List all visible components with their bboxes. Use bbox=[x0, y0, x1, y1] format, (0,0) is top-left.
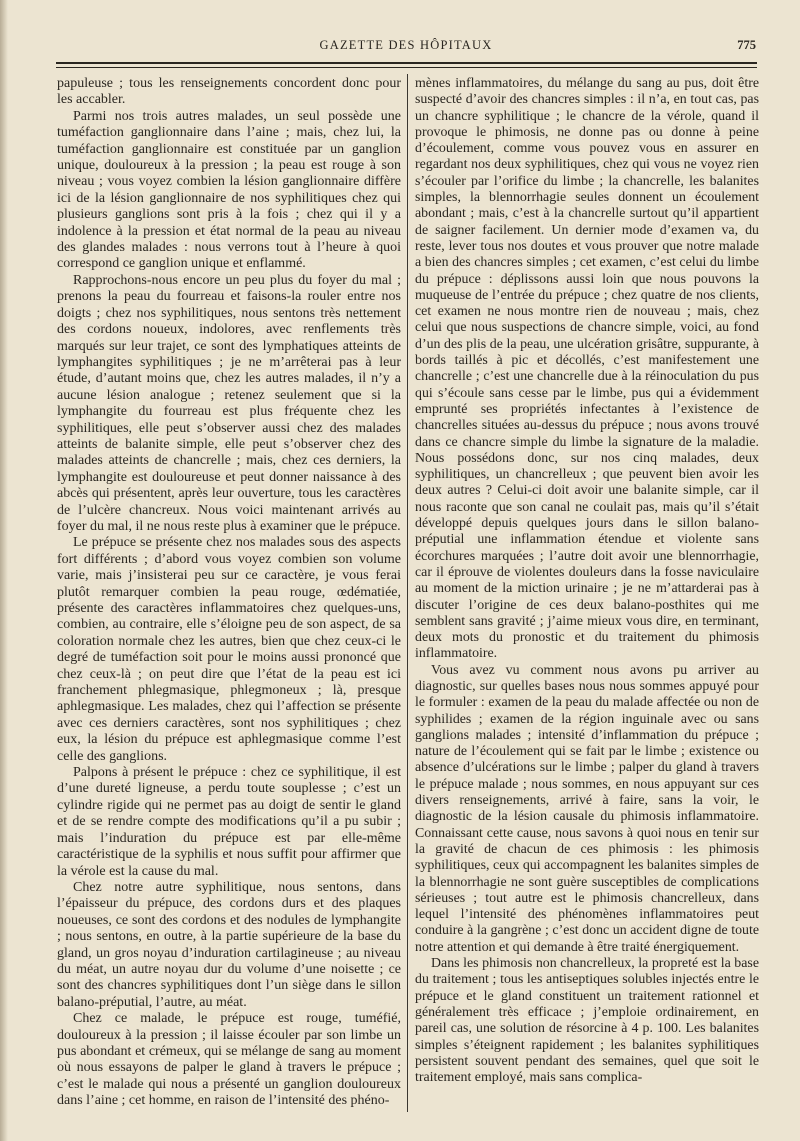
paragraph: Parmi nos trois autres malades, un seul possède une tuméfaction ganglionnaire dans l’aine ; mais, chez lui, la tuméfaction ganglionnaire est constituée par un ganglion unique, douloureux à la pression ; la peau est rouge à son niveau ; vous voyez combien la lésion ganglionnaire diffère ici de la lésion ganglionnaire de nos syphilitiques chez qui plusieurs ganglions sont pris à la fois ; chez qui il y a indolence à la pression et état normal de la peau au niveau des glandes malades : nous verrons tout à l’heure à quoi correspond ce ganglion unique et enflammé. bbox=[57, 108, 401, 272]
page-number: 775 bbox=[737, 38, 756, 52]
running-title: GAZETTE DES HÔPITAUX bbox=[319, 38, 493, 52]
page-edge-shadow bbox=[0, 0, 8, 1141]
paragraph: Palpons à présent le prépuce : chez ce syphilitique, il est d’une dureté ligneuse, a perdu toute souplesse ; c’est un cylindre rigide qui ne permet pas au doigt de sentir le gland et de se rendre compte des modifications qu’il a pu subir ; mais l’induration du prépuce est par elle-même caractéristique de la syphilis et nous suffit pour affirmer que la vérole est la cause du mal. bbox=[57, 765, 401, 879]
paragraph: Chez ce malade, le prépuce est rouge, tuméfié, douloureux à la pression ; il laisse écouler par son limbe un pus abondant et crémeux, qui se mélange de sang au moment où nous essayons de palper le gland à travers le prépuce ; c’est le malade qui nous a présenté un ganglion douloureux dans l’aine ; cet homme, en raison de l’intensité des phéno- bbox=[57, 1011, 401, 1109]
paragraph: Dans les phimosis non chancrelleux, la propreté est la base du traitement ; tous les antiseptiques solubles injectés entre le prépuce et le gland constituent un traitement rationnel et généralement très efficace ; j’emploie ordinairement, en pareil cas, une solution de résorcine à 4 p. 100. Les balanites simples s’éteignent rapidement ; les balanites syphilitiques persistent souvent pendant des semaines, quel que soit le traitement employé, mais sans complica- bbox=[415, 956, 759, 1086]
header-rule-thin bbox=[56, 67, 757, 68]
header-rule-thick bbox=[56, 62, 757, 64]
page-header bbox=[56, 38, 756, 58]
paragraph: Vous avez vu comment nous avons pu arriver au diagnostic, sur quelles bases nous nous sommes appuyé pour le formuler : examen de la peau du malade affectée ou non de syphilides ; examen de la région inguinale avec ou sans ganglions malades ; intensité d’inflammation du prépuce ; nature de l’écoulement qui se fait par le limbe ; existence ou absence d’ulcérations sur le limbe ; palper du gland à travers le prépuce malade ; nous sommes, en nous appuyant sur ces divers renseignements, arrivé à faire, sans la voir, le diagnostic de la lésion causale du phimosis inflammatoire. Connaissant cette cause, nous savons à quoi nous en tenir sur la gravité de chacun de ces phimosis : les phimosis syphilitiques, ceux qui accompagnent les balanites simples de la blennorrhagie ne sont guère susceptibles de complications sérieuses ; tout autre est le phimosis chancrelleux, dans lequel l’intensité des phénomènes inflammatoires peut conduire à la gangrène ; c’est donc un accident digne de toute notre attention et qui demande à être traité énergiquement. bbox=[415, 662, 759, 955]
left-column bbox=[57, 76, 401, 1110]
right-column bbox=[415, 76, 759, 1110]
paragraph: mènes inflammatoires, du mélange du sang au pus, doit être suspecté d’avoir des chancres simples : il n’a, en tout cas, pas un chancre syphilitique ; le chancre de la vérole, quand il provoque le phimosis, ne donne pas ou donne à peine d’écoulement, comme vous pouvez vous en assurer en regardant nos deux syphilitiques, chez qui vous ne voyez rien s’écouler par l’orifice du limbe ; la chancrelle, les balanites simples, la blennorrhagie seules donnent un écoulement abondant ; mais, c’est à la chancrelle surtout qu’il appartient de saigner facilement. Un dernier mode d’examen va, du reste, lever tous nos doutes et vous prouver que notre malade a bien des chancres simples ; cet examen, c’est celui du limbe du prépuce : déplissons aussi loin que nous pouvons la muqueuse de l’entrée du prépuce ; chez quatre de nos clients, cet examen ne nous montre rien de nouveau ; mais, chez celui que nous suspections de chancre simple, voici, au fond d’un des plis de la peau, une ulcération grisâtre, suppurante, à bords taillés à pic et décollés, c’est manifestement une chancrelle ; c’est une chancrelle due à la réinoculation du pus qui s’écoule sans cesse par le limbe, pus qui a évidemment emprunté ses propriétés infectantes à l’existence de chancrelles situées au-dessus du prépuce ; nous avons trouvé dans ce chancre simple du limbe la signature de la maladie. Nous possédons donc, sur nos cinq malades, deux syphilitiques, un chancrelleux ; que peuvent bien avoir les deux autres ? Celui-ci doit avoir une balanite simple, car il nous raconte que son canal ne coulait pas, mais qu’il s’était développé depuis quelques jours dans le sillon balano-préputial une inflammation étendue et violente sans écorchures marquées ; l’autre doit avoir une blennorrhagie, car il éprouve de violentes douleurs dans la fosse naviculaire au moment de la miction urinaire ; je ne m’attarderai pas à discuter l’origine de ces deux balano-posthites qui me semblent sans gravité ; j’aime mieux vous dire, en terminant, deux mots du pronostic et du traitement du phimosis inflammatoire. bbox=[415, 76, 759, 662]
column-divider bbox=[407, 74, 408, 1112]
paragraph: papuleuse ; tous les renseignements concordent donc pour les accabler. bbox=[57, 76, 401, 108]
paragraph: Chez notre autre syphilitique, nous sentons, dans l’épaisseur du prépuce, des cordons durs et des plaques noueuses, ce sont des cordons et des nodules de lymphangite ; nous sentons, en outre, à la partie supérieure de la base du gland, un gros noyau d’induration cartilagineuse ; au niveau du méat, un autre noyau dur du volume d’une noisette ; ce sont des chancres syphilitiques dont l’un siège dans le sillon balano-préputial, l’autre, au méat. bbox=[57, 879, 401, 1010]
paragraph: Rapprochons-nous encore un peu plus du foyer du mal ; prenons la peau du fourreau et faisons-la rouler entre nos doigts ; chez nos syphilitiques, nous sentons très nettement des cordons noueux, indolores, avec renflements très marqués sur leur trajet, ce sont des lymphatiques atteints de lymphangites syphilitiques ; je ne m’arrêterai pas à leur étude, d’autant moins que, chez les autres malades, il n’y a aucune lésion analogue ; retenez seulement que si la lymphangite du fourreau est plus fréquente chez les syphilitiques, elle peut s’observer aussi chez des malades atteints de balanite simple, elle peut s’observer chez des malades atteints de chancrelle ; mais, chez ces derniers, la lymphangite est douloureuse et peut donner naissance à des abcès qui présentent, après leur ouverture, tous les caractères de l’ulcère chancreux. Nous voici maintenant arrivés au foyer du mal, il ne nous reste plus à examiner que le prépuce. bbox=[57, 272, 401, 534]
paragraph: Le prépuce se présente chez nos malades sous des aspects fort différents ; d’abord vous voyez combien son volume varie, mais j’insisterai peu sur ce caractère, je vous ferai plutôt remarquer combien la peau rouge, œdématiée, présente des caractères inflammatoires chez quelques-uns, combien, au contraire, elle s’éloigne peu de son aspect, de sa coloration normale chez les autres, bien que chez ceux-ci le degré de tuméfaction soit pour le moins aussi prononcé que chez ceux-là ; on peut dire que l’état de la peau est ici franchement phlegmasique, phlegmoneux ; là, presque aphlegmasique. Les malades, chez qui l’affection se présente avec ces derniers caractères, sont nos syphilitiques ; chez eux, la lésion du prépuce est aphlegmasique comme l’est celle des ganglions. bbox=[57, 535, 401, 764]
